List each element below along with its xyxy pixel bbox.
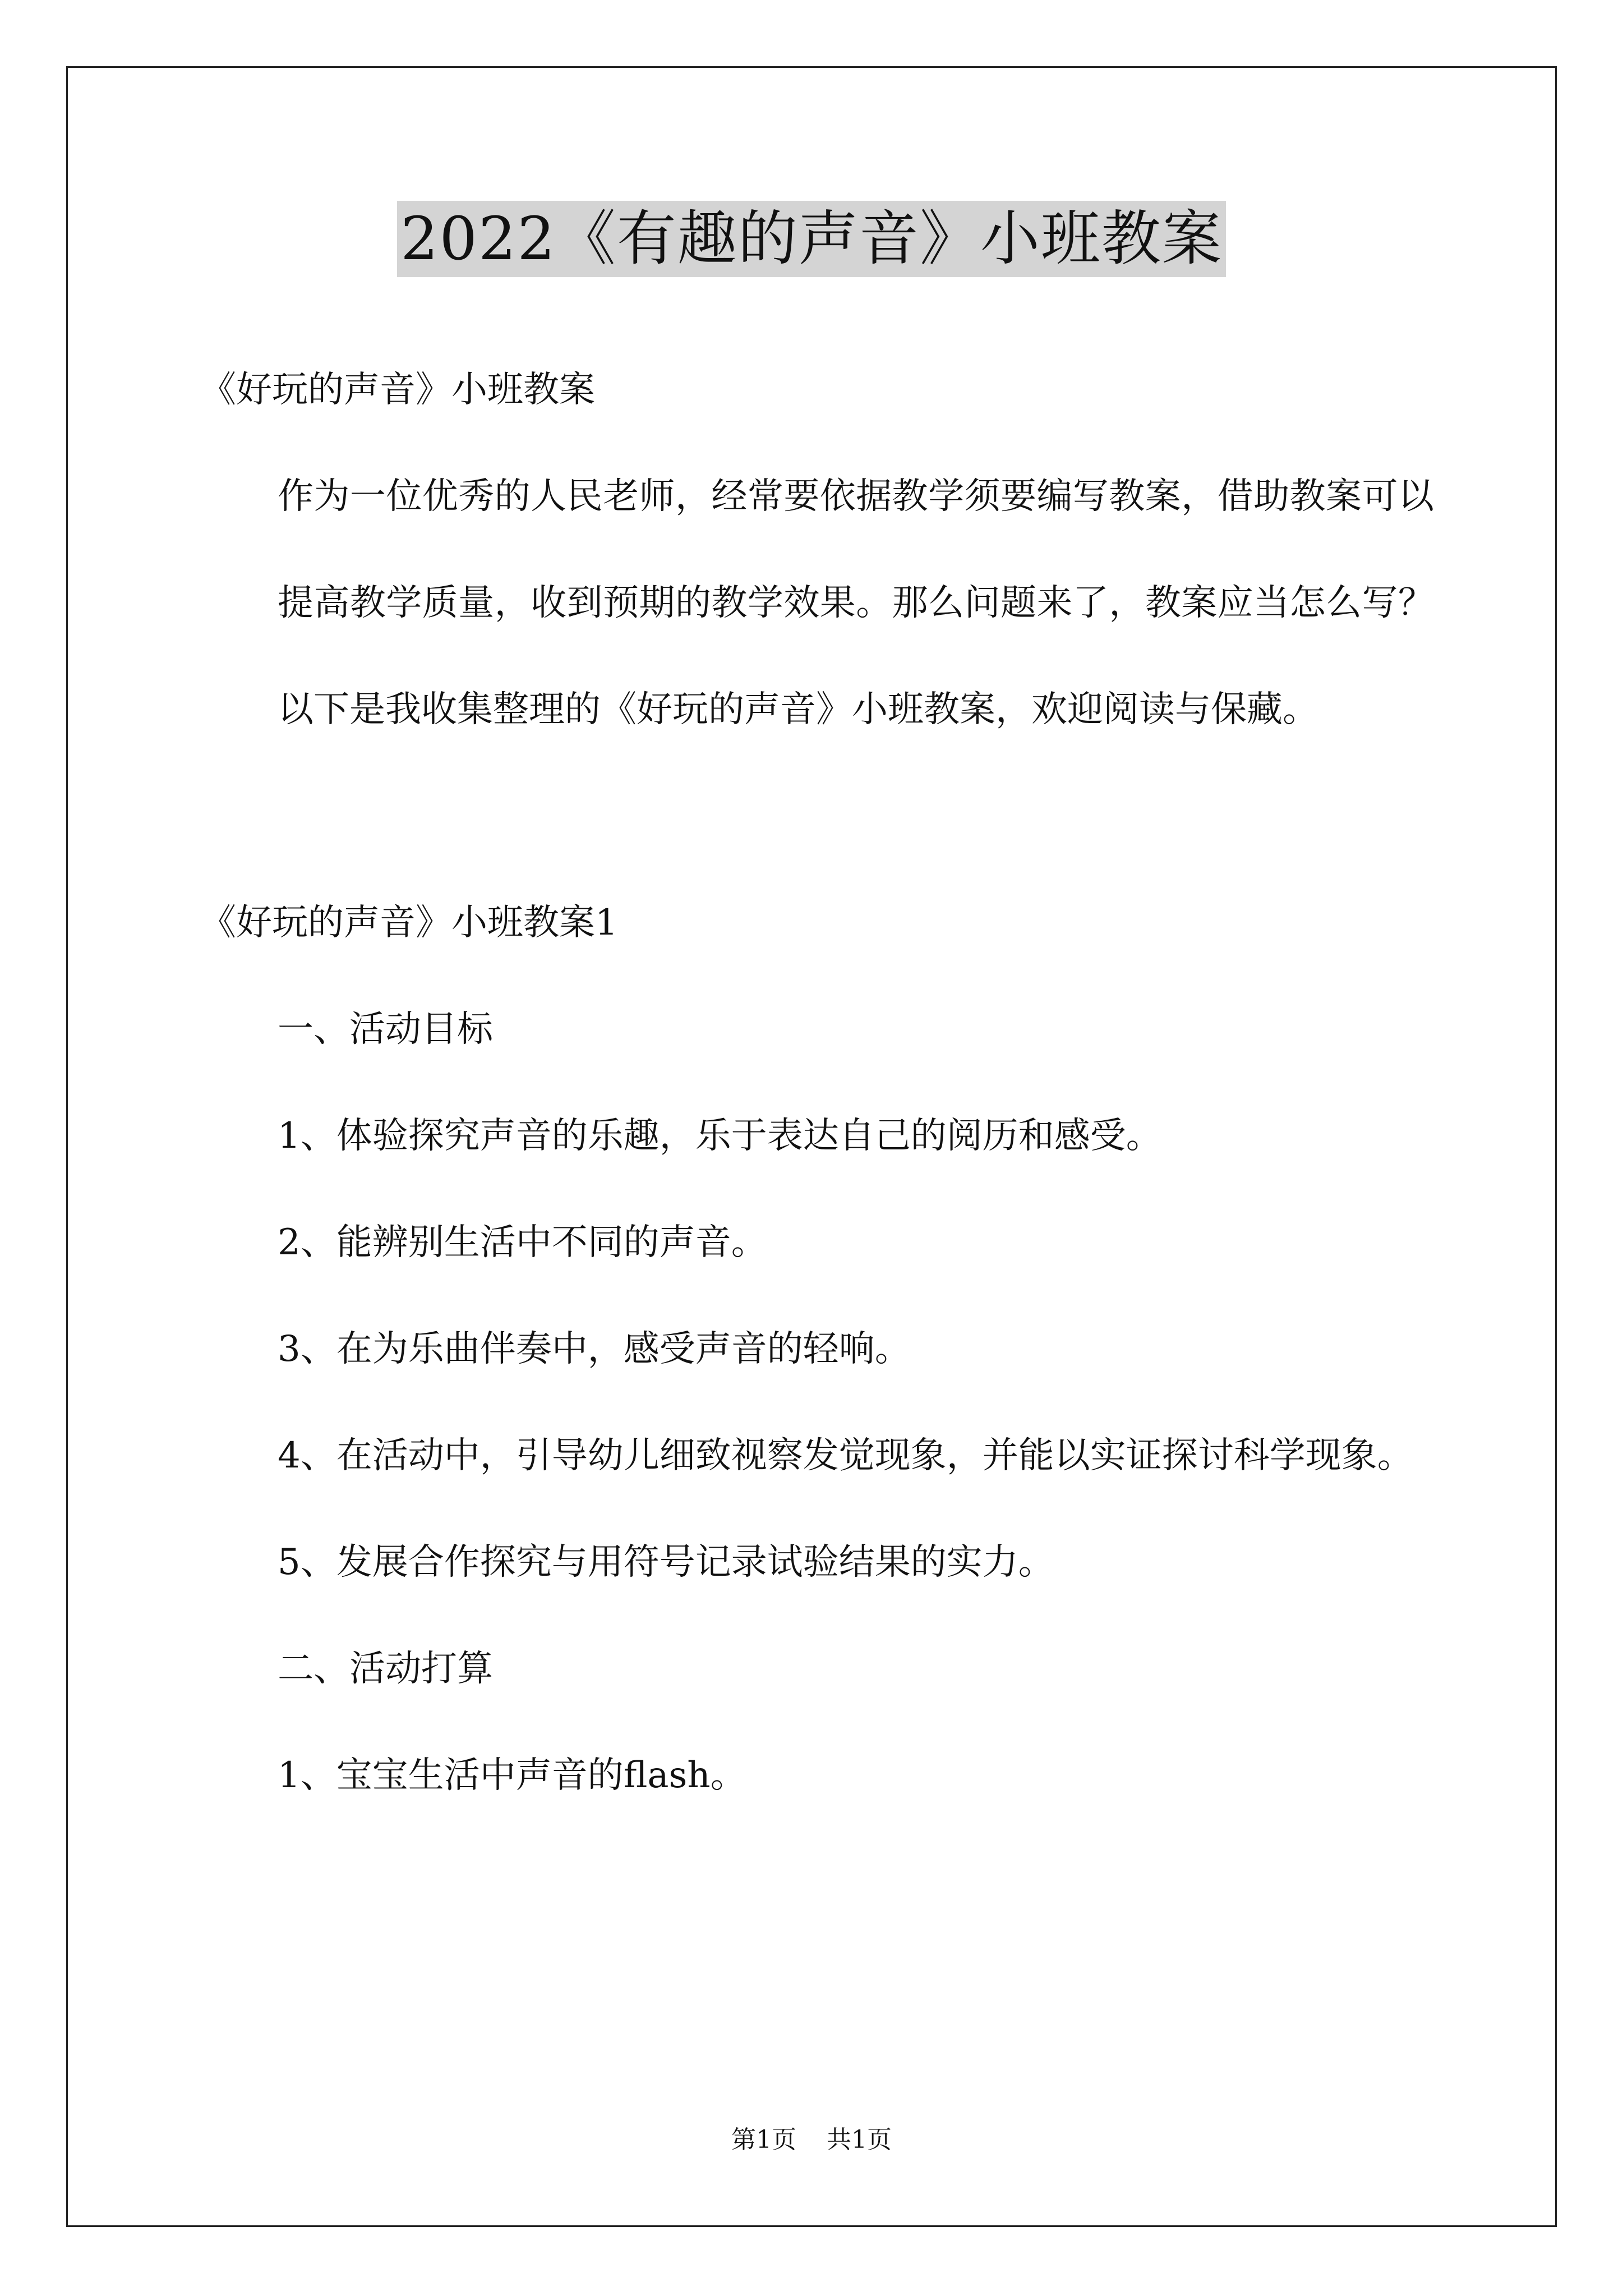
subtitle: 《好玩的声音》小班教案 [200,369,595,411]
intro-paragraph: 作为一位优秀的人民老师，经常要依据教学须要编写教案，借助教案可以提高教学质量，收到预期的教学效果。那么问题来了，教案应当怎么写？以下是我收集整理的《好玩的声音》小班教案，欢迎阅读与保藏。 [278,476,1434,730]
goal-item: 1、体验探究声音的乐趣，乐于表达自己的阅历和感受。 [278,1115,1162,1157]
page-number-current: 第1页 [731,2125,796,2154]
section-title: 《好玩的声音》小班教案1 [200,902,618,944]
goal-item: 2、能辨别生活中不同的声音。 [278,1222,767,1263]
page-footer [0,2123,1623,2157]
prep-item: 1、宝宝生活中声音的flash。 [278,1755,746,1796]
goal-item: 4、在活动中，引导幼儿细致视察发觉现象，并能以实证探讨科学现象。 [278,1435,1413,1476]
title-wrap [0,201,1623,277]
document-title: 2022《有趣的声音》小班教案 [397,201,1226,277]
page-number-total: 共1页 [827,2125,892,2154]
goals-heading: 一、活动目标 [278,1009,493,1050]
document-body [200,337,1434,1829]
paragraph-gap [200,763,1434,869]
prep-heading: 二、活动打算 [278,1648,493,1690]
goal-item: 5、发展合作探究与用符号记录试验结果的实力。 [278,1542,1054,1583]
goal-item: 3、在为乐曲伴奏中，感受声音的轻响。 [278,1328,911,1370]
